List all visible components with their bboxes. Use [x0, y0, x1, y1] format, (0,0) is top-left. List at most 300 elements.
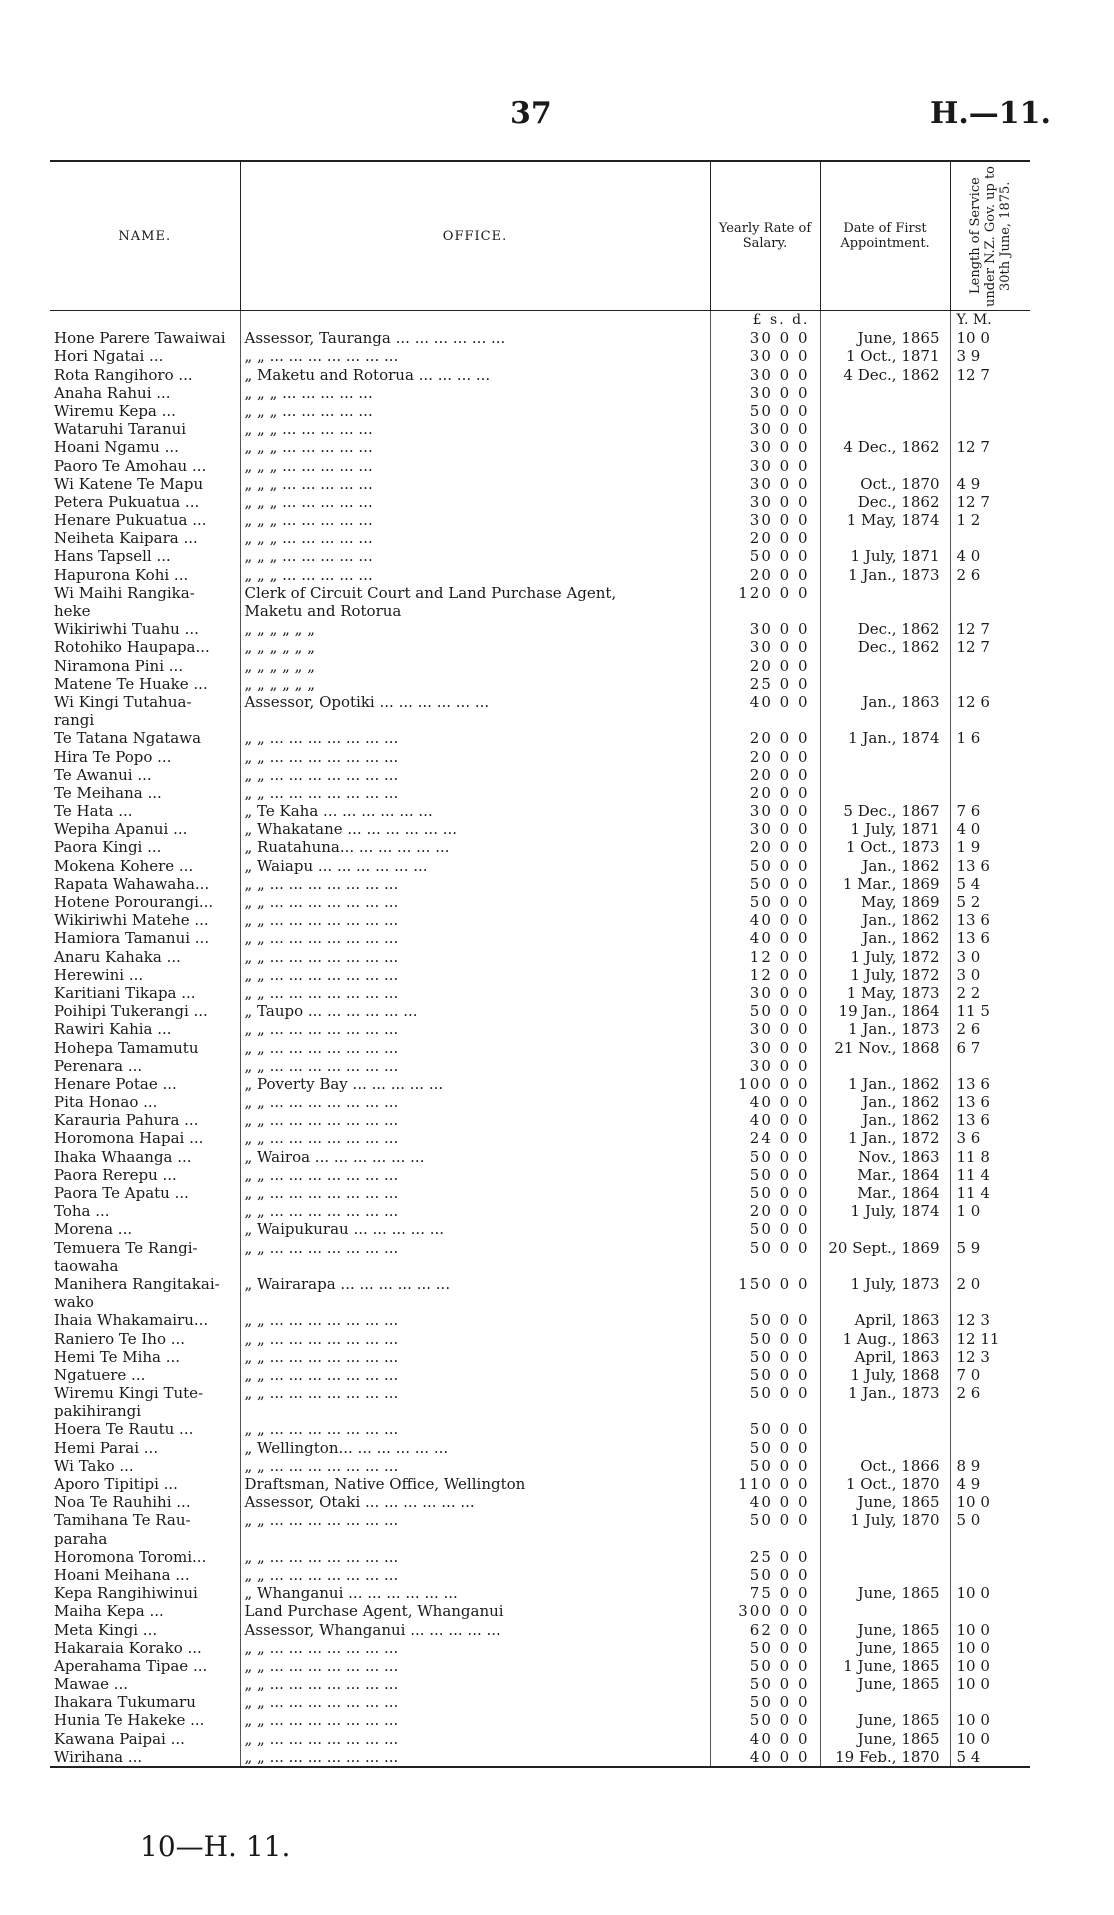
office-cell: „ „ „ ... ... ... ... ... [240, 529, 710, 547]
length-cell: 10 0 [950, 329, 1030, 347]
office-cell: „ „ ... ... ... ... ... ... ... [240, 1330, 710, 1348]
length-cell: 12 7 [950, 438, 1030, 456]
salary-cell: 30 0 0 [710, 457, 820, 475]
date-cell: 1 May, 1873 [820, 984, 950, 1002]
office-cell: „ „ ... ... ... ... ... ... ... [240, 1457, 710, 1475]
date-cell: 19 Feb., 1870 [820, 1748, 950, 1767]
office-cell: „ „ ... ... ... ... ... ... ... [240, 1657, 710, 1675]
table-row [50, 1439, 1030, 1457]
length-cell [950, 420, 1030, 438]
name-cell: paraha [54, 1529, 108, 1548]
table-row [50, 1057, 1030, 1075]
length-cell: 12 7 [950, 638, 1030, 656]
length-cell [950, 457, 1030, 475]
name-cell: Paora Te Apatu ... [54, 1184, 189, 1202]
office-cell: „ „ ... ... ... ... ... ... ... [240, 1384, 710, 1402]
office-cell: „ „ ... ... ... ... ... ... ... [240, 929, 710, 947]
table-row [50, 1548, 1030, 1566]
date-cell [820, 584, 950, 602]
table-row [50, 1220, 1030, 1238]
date-cell [820, 675, 950, 693]
salary-cell: 40 0 0 [710, 1730, 820, 1748]
name-cell: Poihipi Tukerangi ... [54, 1002, 208, 1021]
date-cell [820, 420, 950, 438]
name-cell: pakihirangi [54, 1402, 142, 1421]
date-cell: 5 Dec., 1867 [820, 802, 950, 820]
table-row [50, 929, 1030, 947]
length-cell: 13 6 [950, 1075, 1030, 1093]
name-cell: Perenara ... [54, 1056, 143, 1075]
table-row [50, 675, 1030, 693]
date-cell: 1 Mar., 1869 [820, 875, 950, 893]
length-cell: 2 2 [950, 984, 1030, 1002]
name-cell: Hohepa Tamamutu [54, 1038, 199, 1057]
name-cell: Wi Maihi Rangika- [54, 583, 195, 602]
length-cell: 10 0 [950, 1657, 1030, 1675]
office-cell: „ Maketu and Rotorua ... ... ... ... [240, 366, 710, 384]
salary-cell: 50 0 0 [710, 1220, 820, 1238]
salary-cell: 50 0 0 [710, 1693, 820, 1711]
salary-cell: 30 0 0 [710, 1057, 820, 1075]
length-cell: 4 0 [950, 547, 1030, 565]
name-cell: Anaha Rahui ... [54, 383, 171, 402]
salary-cell [710, 711, 820, 729]
table-row [50, 1184, 1030, 1202]
length-cell: 1 2 [950, 511, 1030, 529]
salary-cell: 50 0 0 [710, 1002, 820, 1020]
date-cell: Dec., 1862 [820, 638, 950, 656]
office-cell: „ „ ... ... ... ... ... ... ... [240, 1166, 710, 1184]
salary-cell: 30 0 0 [710, 366, 820, 384]
office-cell: „ „ ... ... ... ... ... ... ... [240, 1239, 710, 1257]
date-cell: 1 Jan., 1862 [820, 1075, 950, 1093]
office-cell: „ „ „ ... ... ... ... ... [240, 384, 710, 402]
length-units: Y. M. [950, 311, 1030, 330]
paper-code: H.—11. [930, 96, 1051, 131]
name-cell: Hori Ngatai ... [54, 347, 164, 366]
salary-cell: 20 0 0 [710, 748, 820, 766]
salary-cell: 20 0 0 [710, 766, 820, 784]
office-cell: Maketu and Rotorua [240, 602, 710, 620]
date-cell: Dec., 1862 [820, 493, 950, 511]
salary-cell: 40 0 0 [710, 1093, 820, 1111]
office-cell [240, 1293, 710, 1311]
salary-cell: 50 0 0 [710, 547, 820, 565]
salary-cell: 30 0 0 [710, 329, 820, 347]
date-cell [820, 711, 950, 729]
salary-cell: 30 0 0 [710, 984, 820, 1002]
name-cell: rangi [54, 711, 95, 730]
salary-cell: 12 0 0 [710, 948, 820, 966]
office-cell: „ „ ... ... ... ... ... ... ... [240, 748, 710, 766]
office-cell: „ Ruatahuna... ... ... ... ... ... [240, 838, 710, 856]
table-row [50, 1311, 1030, 1329]
table-row [50, 1275, 1030, 1293]
name-cell: Karitiani Tikapa ... [54, 983, 196, 1002]
date-cell: 1 Jan., 1872 [820, 1129, 950, 1147]
name-cell: Hunia Te Hakeke ... [54, 1711, 205, 1730]
salary-table [50, 160, 1030, 1768]
name-cell: Wirihana ... [50, 1748, 240, 1767]
salary-cell: 40 0 0 [710, 1748, 820, 1767]
office-cell [240, 711, 710, 729]
name-cell: Hemi Te Miha ... [54, 1347, 181, 1366]
length-cell: 1 6 [950, 729, 1030, 747]
office-cell: „ Wairarapa ... ... ... ... ... ... [240, 1275, 710, 1293]
date-cell [820, 1693, 950, 1711]
salary-cell: 50 0 0 [710, 1511, 820, 1529]
date-cell: Mar., 1864 [820, 1166, 950, 1184]
name-cell: Meta Kingi ... [54, 1620, 158, 1639]
office-cell: „ Waipukurau ... ... ... ... ... [240, 1220, 710, 1238]
table-row [50, 1584, 1030, 1602]
date-cell: June, 1865 [820, 1730, 950, 1748]
length-cell [950, 1530, 1030, 1548]
office-cell: „ Waiapu ... ... ... ... ... ... [240, 857, 710, 875]
table-row [50, 1148, 1030, 1166]
office-cell: „ „ „ ... ... ... ... ... [240, 511, 710, 529]
name-cell: Horomona Toromi... [54, 1547, 207, 1566]
office-cell: „ „ ... ... ... ... ... ... ... [240, 1202, 710, 1220]
length-cell: 5 4 [950, 1748, 1030, 1767]
office-cell: „ Whanganui ... ... ... ... ... ... [240, 1584, 710, 1602]
name-cell: Herewini ... [54, 965, 144, 984]
date-cell: Jan., 1862 [820, 929, 950, 947]
name-cell: Hira Te Popo ... [54, 747, 172, 766]
salary-cell: 20 0 0 [710, 1202, 820, 1220]
name-cell: Rotohiko Haupapa... [54, 638, 210, 657]
salary-cell: 30 0 0 [710, 820, 820, 838]
office-cell: „ „ ... ... ... ... ... ... ... [240, 784, 710, 802]
date-cell: June, 1865 [820, 1584, 950, 1602]
date-cell: Jan., 1862 [820, 911, 950, 929]
table-row [50, 1511, 1030, 1529]
office-cell: „ „ ... ... ... ... ... ... ... [240, 1093, 710, 1111]
office-cell: „ „ ... ... ... ... ... ... ... [240, 948, 710, 966]
office-cell: „ „ ... ... ... ... ... ... ... [240, 1184, 710, 1202]
name-cell: Anaru Kahaka ... [54, 947, 181, 966]
date-cell: June, 1865 [820, 1711, 950, 1729]
table-row [50, 366, 1030, 384]
column-header-name: NAME. [50, 161, 240, 311]
name-cell: Rawiri Kahia ... [54, 1020, 172, 1039]
office-cell: „ Wairoa ... ... ... ... ... ... [240, 1148, 710, 1166]
date-cell: 4 Dec., 1862 [820, 438, 950, 456]
table-row [50, 1330, 1030, 1348]
name-cell: Aporo Tipitipi ... [54, 1475, 178, 1493]
office-cell: „ „ ... ... ... ... ... ... ... [240, 1129, 710, 1147]
table-row [50, 493, 1030, 511]
office-cell: „ „ „ ... ... ... ... ... [240, 566, 710, 584]
office-cell: „ Taupo ... ... ... ... ... ... [240, 1002, 710, 1020]
table-row [50, 529, 1030, 547]
office-cell: „ „ ... ... ... ... ... ... ... [240, 1511, 710, 1529]
length-cell: 12 7 [950, 493, 1030, 511]
date-cell: 4 Dec., 1862 [820, 366, 950, 384]
date-cell [820, 1402, 950, 1420]
length-cell [950, 602, 1030, 620]
date-cell [820, 529, 950, 547]
table-row [50, 1384, 1030, 1402]
table-row [50, 1239, 1030, 1257]
office-cell: „ „ ... ... ... ... ... ... ... [240, 1366, 710, 1384]
date-cell: 1 Jan., 1873 [820, 566, 950, 584]
name-cell: Ngatuere ... [54, 1365, 146, 1384]
length-cell [950, 402, 1030, 420]
salary-cell: 30 0 0 [710, 493, 820, 511]
salary-cell: 20 0 0 [710, 838, 820, 856]
salary-cell: 50 0 0 [710, 1675, 820, 1693]
length-cell: 4 9 [950, 1475, 1030, 1493]
office-cell: „ „ ... ... ... ... ... ... ... [240, 966, 710, 984]
salary-cell: 30 0 0 [710, 1039, 820, 1057]
date-cell: Jan., 1862 [820, 1093, 950, 1111]
date-cell [820, 384, 950, 402]
date-cell: 1 July, 1871 [820, 820, 950, 838]
table-row [50, 584, 1030, 602]
length-cell: 3 0 [950, 966, 1030, 984]
name-cell: Te Meihana ... [54, 783, 162, 802]
office-cell: „ „ ... ... ... ... ... ... ... [240, 893, 710, 911]
date-cell [820, 1602, 950, 1620]
table-row [50, 1366, 1030, 1384]
length-cell: 5 4 [950, 875, 1030, 893]
date-cell [820, 602, 950, 620]
office-cell: „ „ ... ... ... ... ... ... ... [240, 1748, 710, 1767]
length-cell: 2 6 [950, 1384, 1030, 1402]
salary-cell: 40 0 0 [710, 1493, 820, 1511]
office-cell [240, 1530, 710, 1548]
office-cell [240, 1402, 710, 1420]
office-cell: „ Wellington... ... ... ... ... ... [240, 1439, 710, 1457]
name-cell: Hone Parere Tawaiwai [54, 329, 226, 348]
salary-cell: 12 0 0 [710, 966, 820, 984]
salary-cell: 40 0 0 [710, 1111, 820, 1129]
date-cell: 1 July, 1872 [820, 966, 950, 984]
salary-cell: 30 0 0 [710, 802, 820, 820]
name-cell: Niramona Pini ... [54, 656, 184, 675]
date-cell [820, 1530, 950, 1548]
office-cell: „ „ „ ... ... ... ... ... [240, 420, 710, 438]
length-cell: 12 6 [950, 693, 1030, 711]
salary-cell: 40 0 0 [710, 911, 820, 929]
date-cell: Jan., 1862 [820, 1111, 950, 1129]
name-cell: Manihera Rangitakai- [54, 1274, 220, 1293]
table-row [50, 784, 1030, 802]
salary-cell: 30 0 0 [710, 438, 820, 456]
date-cell: Jan., 1862 [820, 857, 950, 875]
salary-units: £ s. d. [710, 311, 820, 330]
date-cell: June, 1865 [820, 1621, 950, 1639]
table-row [50, 911, 1030, 929]
salary-cell: 40 0 0 [710, 693, 820, 711]
office-cell: „ „ ... ... ... ... ... ... ... [240, 729, 710, 747]
length-cell: 7 0 [950, 1366, 1030, 1384]
date-cell [820, 1439, 950, 1457]
table-row [50, 766, 1030, 784]
length-cell: 10 0 [950, 1639, 1030, 1657]
length-cell: 13 6 [950, 1093, 1030, 1111]
table-row [50, 1657, 1030, 1675]
table-row [50, 1748, 1030, 1767]
salary-cell: 300 0 0 [710, 1602, 820, 1620]
footer-code: 10—H. 11. [140, 1830, 291, 1863]
name-cell: Paora Kingi ... [54, 838, 162, 857]
length-cell: 11 5 [950, 1002, 1030, 1020]
date-cell [820, 1257, 950, 1275]
name-cell: Wepiha Apanui ... [54, 820, 188, 839]
date-cell: 20 Sept., 1869 [820, 1239, 950, 1257]
name-cell: Hoera Te Rautu ... [54, 1420, 194, 1439]
name-cell: Wi Tako ... [54, 1456, 134, 1475]
office-cell: „ „ ... ... ... ... ... ... ... [240, 911, 710, 929]
table-row [50, 711, 1030, 729]
length-cell [950, 657, 1030, 675]
table-row [50, 1675, 1030, 1693]
salary-cell: 50 0 0 [710, 1311, 820, 1329]
salary-cell: 20 0 0 [710, 784, 820, 802]
office-cell: „ „ ... ... ... ... ... ... ... [240, 1566, 710, 1584]
name-cell: Te Hata ... [54, 802, 133, 821]
salary-cell: 20 0 0 [710, 657, 820, 675]
date-cell: 1 July, 1868 [820, 1366, 950, 1384]
name-cell: Hakaraia Korako ... [54, 1638, 202, 1657]
date-cell [820, 402, 950, 420]
length-cell: 2 6 [950, 566, 1030, 584]
salary-cell [710, 1257, 820, 1275]
salary-cell: 50 0 0 [710, 1420, 820, 1438]
table-row [50, 1530, 1030, 1548]
name-cell: Ihaka Whaanga ... [54, 1147, 192, 1166]
salary-cell: 25 0 0 [710, 675, 820, 693]
table-row [50, 1257, 1030, 1275]
length-cell [950, 1420, 1030, 1438]
table-row [50, 1566, 1030, 1584]
name-cell: Paora Rerepu ... [54, 1165, 177, 1184]
office-cell: „ „ ... ... ... ... ... ... ... [240, 1111, 710, 1129]
salary-cell: 25 0 0 [710, 1548, 820, 1566]
office-cell: „ „ ... ... ... ... ... ... ... [240, 984, 710, 1002]
column-header-date: Date of First Appointment. [820, 161, 950, 311]
office-cell: „ „ ... ... ... ... ... ... ... [240, 1420, 710, 1438]
table-row [50, 420, 1030, 438]
salary-cell: 50 0 0 [710, 857, 820, 875]
date-cell: Mar., 1864 [820, 1184, 950, 1202]
length-cell: 10 0 [950, 1730, 1030, 1748]
table-row [50, 1730, 1030, 1748]
date-cell: 19 Jan., 1864 [820, 1002, 950, 1020]
table-row [50, 802, 1030, 820]
name-cell: Hotene Porourangi... [54, 893, 214, 911]
table-row [50, 1111, 1030, 1129]
name-cell: Aperahama Tipae ... [54, 1656, 208, 1675]
length-cell: 10 0 [950, 1675, 1030, 1693]
table-row [50, 1166, 1030, 1184]
office-cell: „ „ ... ... ... ... ... ... ... [240, 1693, 710, 1711]
table-row [50, 620, 1030, 638]
office-cell [240, 1257, 710, 1275]
name-cell: Rapata Wahawaha... [54, 874, 210, 893]
table-row [50, 475, 1030, 493]
name-cell: Horomona Hapai ... [54, 1129, 204, 1148]
date-cell: 1 Jan., 1873 [820, 1384, 950, 1402]
name-cell: heke [54, 602, 91, 620]
date-cell: 1 July, 1871 [820, 547, 950, 565]
salary-cell: 50 0 0 [710, 1148, 820, 1166]
name-cell: Temuera Te Rangi- [54, 1238, 198, 1257]
office-cell: „ „ ... ... ... ... ... ... ... [240, 1711, 710, 1729]
office-cell: „ „ „ ... ... ... ... ... [240, 547, 710, 565]
office-cell: „ „ „ „ „ „ [240, 675, 710, 693]
length-cell [950, 529, 1030, 547]
name-cell: Mawae ... [54, 1675, 129, 1694]
length-cell: 10 0 [950, 1493, 1030, 1511]
salary-cell: 50 0 0 [710, 1639, 820, 1657]
office-cell: „ „ „ ... ... ... ... ... [240, 493, 710, 511]
salary-cell: 50 0 0 [710, 893, 820, 911]
table-row [50, 457, 1030, 475]
name-cell: Matene Te Huake ... [54, 674, 208, 693]
date-cell: 1 Oct., 1870 [820, 1475, 950, 1493]
page-number: 37 [510, 96, 552, 131]
table-row [50, 1348, 1030, 1366]
salary-cell: 30 0 0 [710, 384, 820, 402]
office-cell: „ „ „ ... ... ... ... ... [240, 475, 710, 493]
name-cell: Neiheta Kaipara ... [54, 529, 198, 548]
office-cell: „ „ ... ... ... ... ... ... ... [240, 1730, 710, 1748]
date-cell: 1 Oct., 1871 [820, 347, 950, 365]
salary-cell [710, 602, 820, 620]
length-cell [950, 1548, 1030, 1566]
table-row [50, 1457, 1030, 1475]
name-cell: Wi Kingi Tutahua- [54, 692, 192, 711]
office-cell: Clerk of Circuit Court and Land Purchase Agent, [240, 584, 710, 602]
table-row [50, 1202, 1030, 1220]
name-cell: Kepa Rangihiwinui [54, 1584, 198, 1603]
name-cell: Ihaia Whakamairu... [54, 1311, 209, 1330]
length-cell: 6 7 [950, 1039, 1030, 1057]
office-cell: „ „ ... ... ... ... ... ... ... [240, 1348, 710, 1366]
table-row [50, 347, 1030, 365]
salary-cell: 30 0 0 [710, 620, 820, 638]
length-cell: 13 6 [950, 1111, 1030, 1129]
table-row [50, 838, 1030, 856]
salary-cell: 50 0 0 [710, 1239, 820, 1257]
salary-cell: 110 0 0 [710, 1475, 820, 1493]
salary-cell: 50 0 0 [710, 1439, 820, 1457]
name-cell: Hapurona Kohi ... [54, 565, 189, 584]
length-cell: 12 3 [950, 1348, 1030, 1366]
name-cell: Henare Potae ... [54, 1074, 177, 1093]
table-row [50, 1602, 1030, 1620]
office-cell: „ Te Kaha ... ... ... ... ... ... [240, 802, 710, 820]
length-cell [950, 384, 1030, 402]
salary-cell: 50 0 0 [710, 402, 820, 420]
date-cell [820, 1548, 950, 1566]
name-cell: Wataruhi Taranui [54, 420, 187, 439]
name-cell: Wiremu Kepa ... [54, 401, 176, 420]
name-cell: Wi Katene Te Mapu [54, 474, 204, 493]
length-cell [950, 748, 1030, 766]
office-cell: „ „ „ ... ... ... ... ... [240, 438, 710, 456]
salary-cell: 50 0 0 [710, 1366, 820, 1384]
name-cell: Te Awanui ... [54, 765, 152, 784]
table-row [50, 693, 1030, 711]
date-cell [820, 457, 950, 475]
length-cell [950, 766, 1030, 784]
length-cell: 10 0 [950, 1711, 1030, 1729]
length-cell [950, 784, 1030, 802]
